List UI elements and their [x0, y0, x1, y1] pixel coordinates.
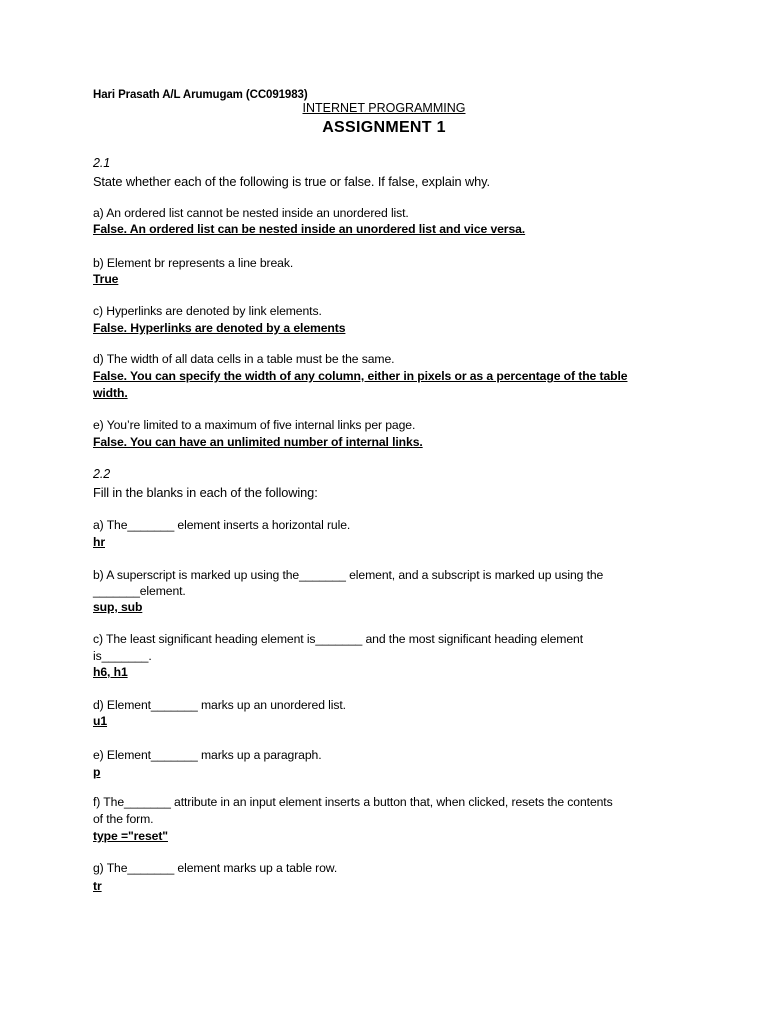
section-number: 2.1 — [93, 156, 111, 170]
question-text: e) Element_______ marks up a paragraph. — [93, 748, 322, 762]
question-text: a) An ordered list cannot be nested inside an unordered list. — [93, 206, 409, 220]
answer-text: h6, h1 — [93, 665, 128, 679]
author-line: Hari Prasath A/L Arumugam (CC091983) — [93, 89, 308, 101]
question-text: d) The width of all data cells in a table must be the same. — [93, 352, 395, 366]
answer-text: False. An ordered list can be nested inside an unordered list and vice versa. — [93, 222, 526, 236]
question-text: a) The_______ element inserts a horizontal rule. — [93, 518, 351, 532]
answer-text: sup, sub — [93, 600, 143, 614]
answer-text: u1 — [93, 714, 108, 728]
answer-text: True — [93, 272, 119, 286]
question-text-continued: _______element. — [93, 584, 186, 598]
question-text: e) You’re limited to a maximum of five internal links per page. — [93, 418, 416, 432]
answer-text: tr — [93, 879, 102, 893]
question-text-continued: of the form. — [93, 812, 154, 826]
answer-text-continued: width. — [93, 386, 128, 400]
question-text: g) The_______ element marks up a table row. — [93, 861, 338, 875]
course-title: INTERNET PROGRAMMING — [302, 101, 466, 115]
section-instruction: State whether each of the following is true or false. If false, explain why. — [93, 174, 490, 189]
question-text: d) Element_______ marks up an unordered list. — [93, 698, 346, 712]
question-text-continued: is_______. — [93, 649, 152, 663]
answer-text: type ="reset" — [93, 829, 168, 843]
question-text: c) Hyperlinks are denoted by link elements. — [93, 304, 322, 318]
answer-text: False. Hyperlinks are denoted by a elements — [93, 321, 346, 335]
question-text: c) The least significant heading element is_______ and the most significant heading element — [93, 632, 584, 646]
question-text: f) The_______ attribute in an input element inserts a button that, when clicked, resets the contents — [93, 795, 613, 809]
answer-text: p — [93, 765, 101, 779]
answer-text: hr — [93, 535, 105, 549]
section-number: 2.2 — [93, 467, 111, 481]
answer-text: False. You can have an unlimited number of internal links. — [93, 435, 423, 449]
answer-text: False. You can specify the width of any column, either in pixels or as a percentage of the table — [93, 369, 628, 383]
assignment-title: ASSIGNMENT 1 — [322, 119, 446, 136]
section-instruction: Fill in the blanks in each of the following: — [93, 485, 318, 500]
question-text: b) Element br represents a line break. — [93, 256, 294, 270]
question-text: b) A superscript is marked up using the_______ element, and a subscript is marked up using the — [93, 568, 604, 582]
